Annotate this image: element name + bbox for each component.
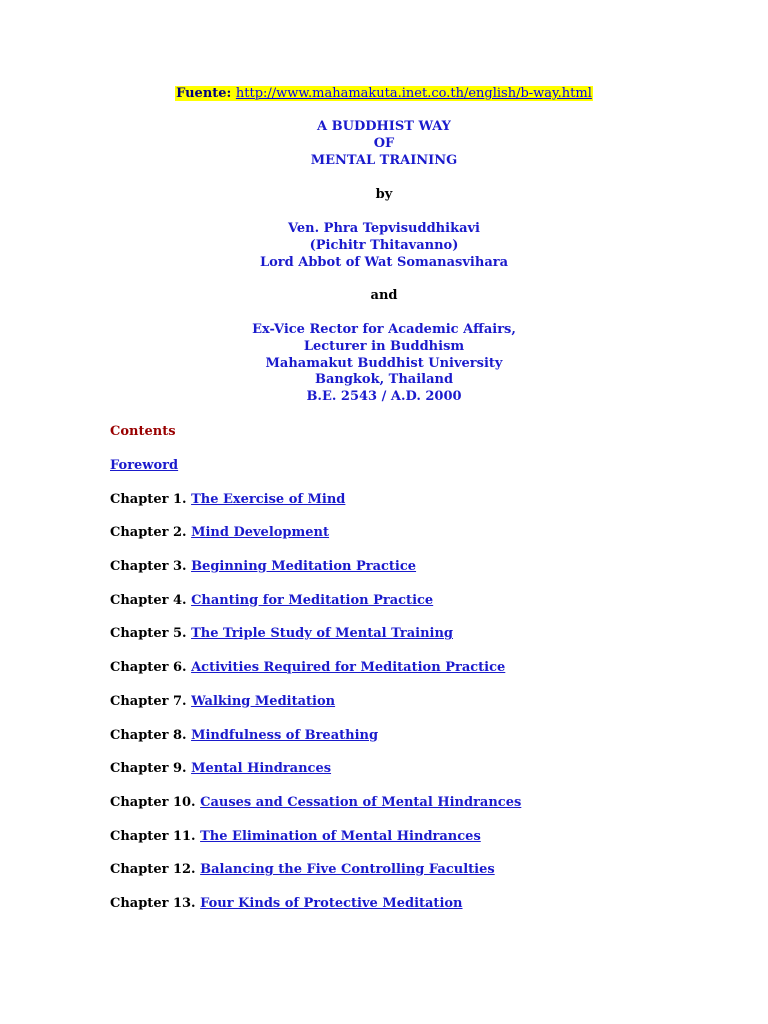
affiliation-block [0,322,768,406]
toc-prefix: Chapter 1. [110,491,192,507]
author-line-1: Ven. Phra Tepvisuddhikavi [288,221,480,236]
affiliation-line-3: Mahamakut Buddhist University [265,355,503,371]
title-line-2: OF [373,135,395,151]
toc-link-chapter-6[interactable]: Activities Required for Meditation Practice [191,660,506,676]
toc-prefix: Chapter 11. [110,828,201,844]
affiliation-line-1: Ex-Vice Rector for Academic Affairs, [252,322,516,337]
toc-prefix: Chapter 7. [110,693,192,709]
toc-link-chapter-13[interactable]: Four Kinds of Protective Meditation [200,895,463,911]
toc-link-chapter-10[interactable]: Causes and Cessation of Mental Hindrances [200,794,522,810]
toc-item [110,727,521,761]
title-line-1: A BUDDHIST WAY [317,119,451,134]
toc-item [110,558,521,592]
toc-link-chapter-5[interactable]: The Triple Study of Mental Training [191,626,454,642]
toc-link-chapter-1[interactable]: The Exercise of Mind [191,491,346,507]
toc-item [110,659,521,693]
title-line-3: MENTAL TRAINING [310,152,458,168]
by-line [0,187,768,204]
toc-prefix: Chapter 13. [110,895,201,911]
toc-item [110,491,521,525]
toc-item [110,794,521,828]
toc-prefix: Chapter 3. [110,559,192,575]
toc-link-chapter-11[interactable]: The Elimination of Mental Hindrances [200,828,481,844]
toc-prefix: Chapter 2. [110,525,192,541]
source-line [0,85,768,102]
toc-link-chapter-12[interactable]: Balancing the Five Controlling Faculties [200,862,495,878]
toc-prefix: Chapter 12. [110,862,201,878]
toc-prefix: Chapter 4. [110,592,192,608]
source-highlight [175,86,593,101]
toc-prefix: Chapter 6. [110,660,192,676]
toc-link-chapter-3[interactable]: Beginning Meditation Practice [191,559,417,575]
contents-heading: Contents [110,424,176,439]
source-url-link[interactable]: http://www.mahamakuta.inet.co.th/english/b-way.html [235,86,592,101]
toc-item [110,760,521,794]
toc-link-chapter-8[interactable]: Mindfulness of Breathing [191,727,379,743]
and-text: and [370,288,398,303]
document-title [0,119,768,169]
author-line-2: (Pichitr Thitavanno) [309,237,459,253]
author-line-3: Lord Abbot of Wat Somanasvihara [259,254,509,270]
by-text: by [375,187,393,202]
toc-link-chapter-7[interactable]: Walking Meditation [191,693,336,709]
toc-item [110,895,521,929]
affiliation-line-2: Lecturer in Buddhism [303,338,465,354]
toc-prefix: Chapter 5. [110,626,192,642]
toc-prefix: Chapter 10. [110,794,201,810]
affiliation-line-4: Bangkok, Thailand [314,372,454,388]
toc-item [110,625,521,659]
toc-item [110,457,521,491]
toc-item [110,524,521,558]
toc-link-chapter-9[interactable]: Mental Hindrances [191,761,332,777]
affiliation-line-5: B.E. 2543 / A.D. 2000 [306,389,462,405]
table-of-contents [110,457,521,929]
toc-link-chapter-4[interactable]: Chanting for Meditation Practice [191,592,434,608]
toc-link-chapter-2[interactable]: Mind Development [191,525,330,541]
toc-item [110,861,521,895]
toc-item [110,828,521,862]
author-block [0,221,768,271]
toc-item [110,693,521,727]
toc-prefix: Chapter 8. [110,727,192,743]
and-line [0,288,768,305]
toc-link-foreword[interactable]: Foreword [110,458,179,473]
source-label: Fuente: [176,86,232,101]
toc-item [110,592,521,626]
toc-prefix: Chapter 9. [110,761,192,777]
